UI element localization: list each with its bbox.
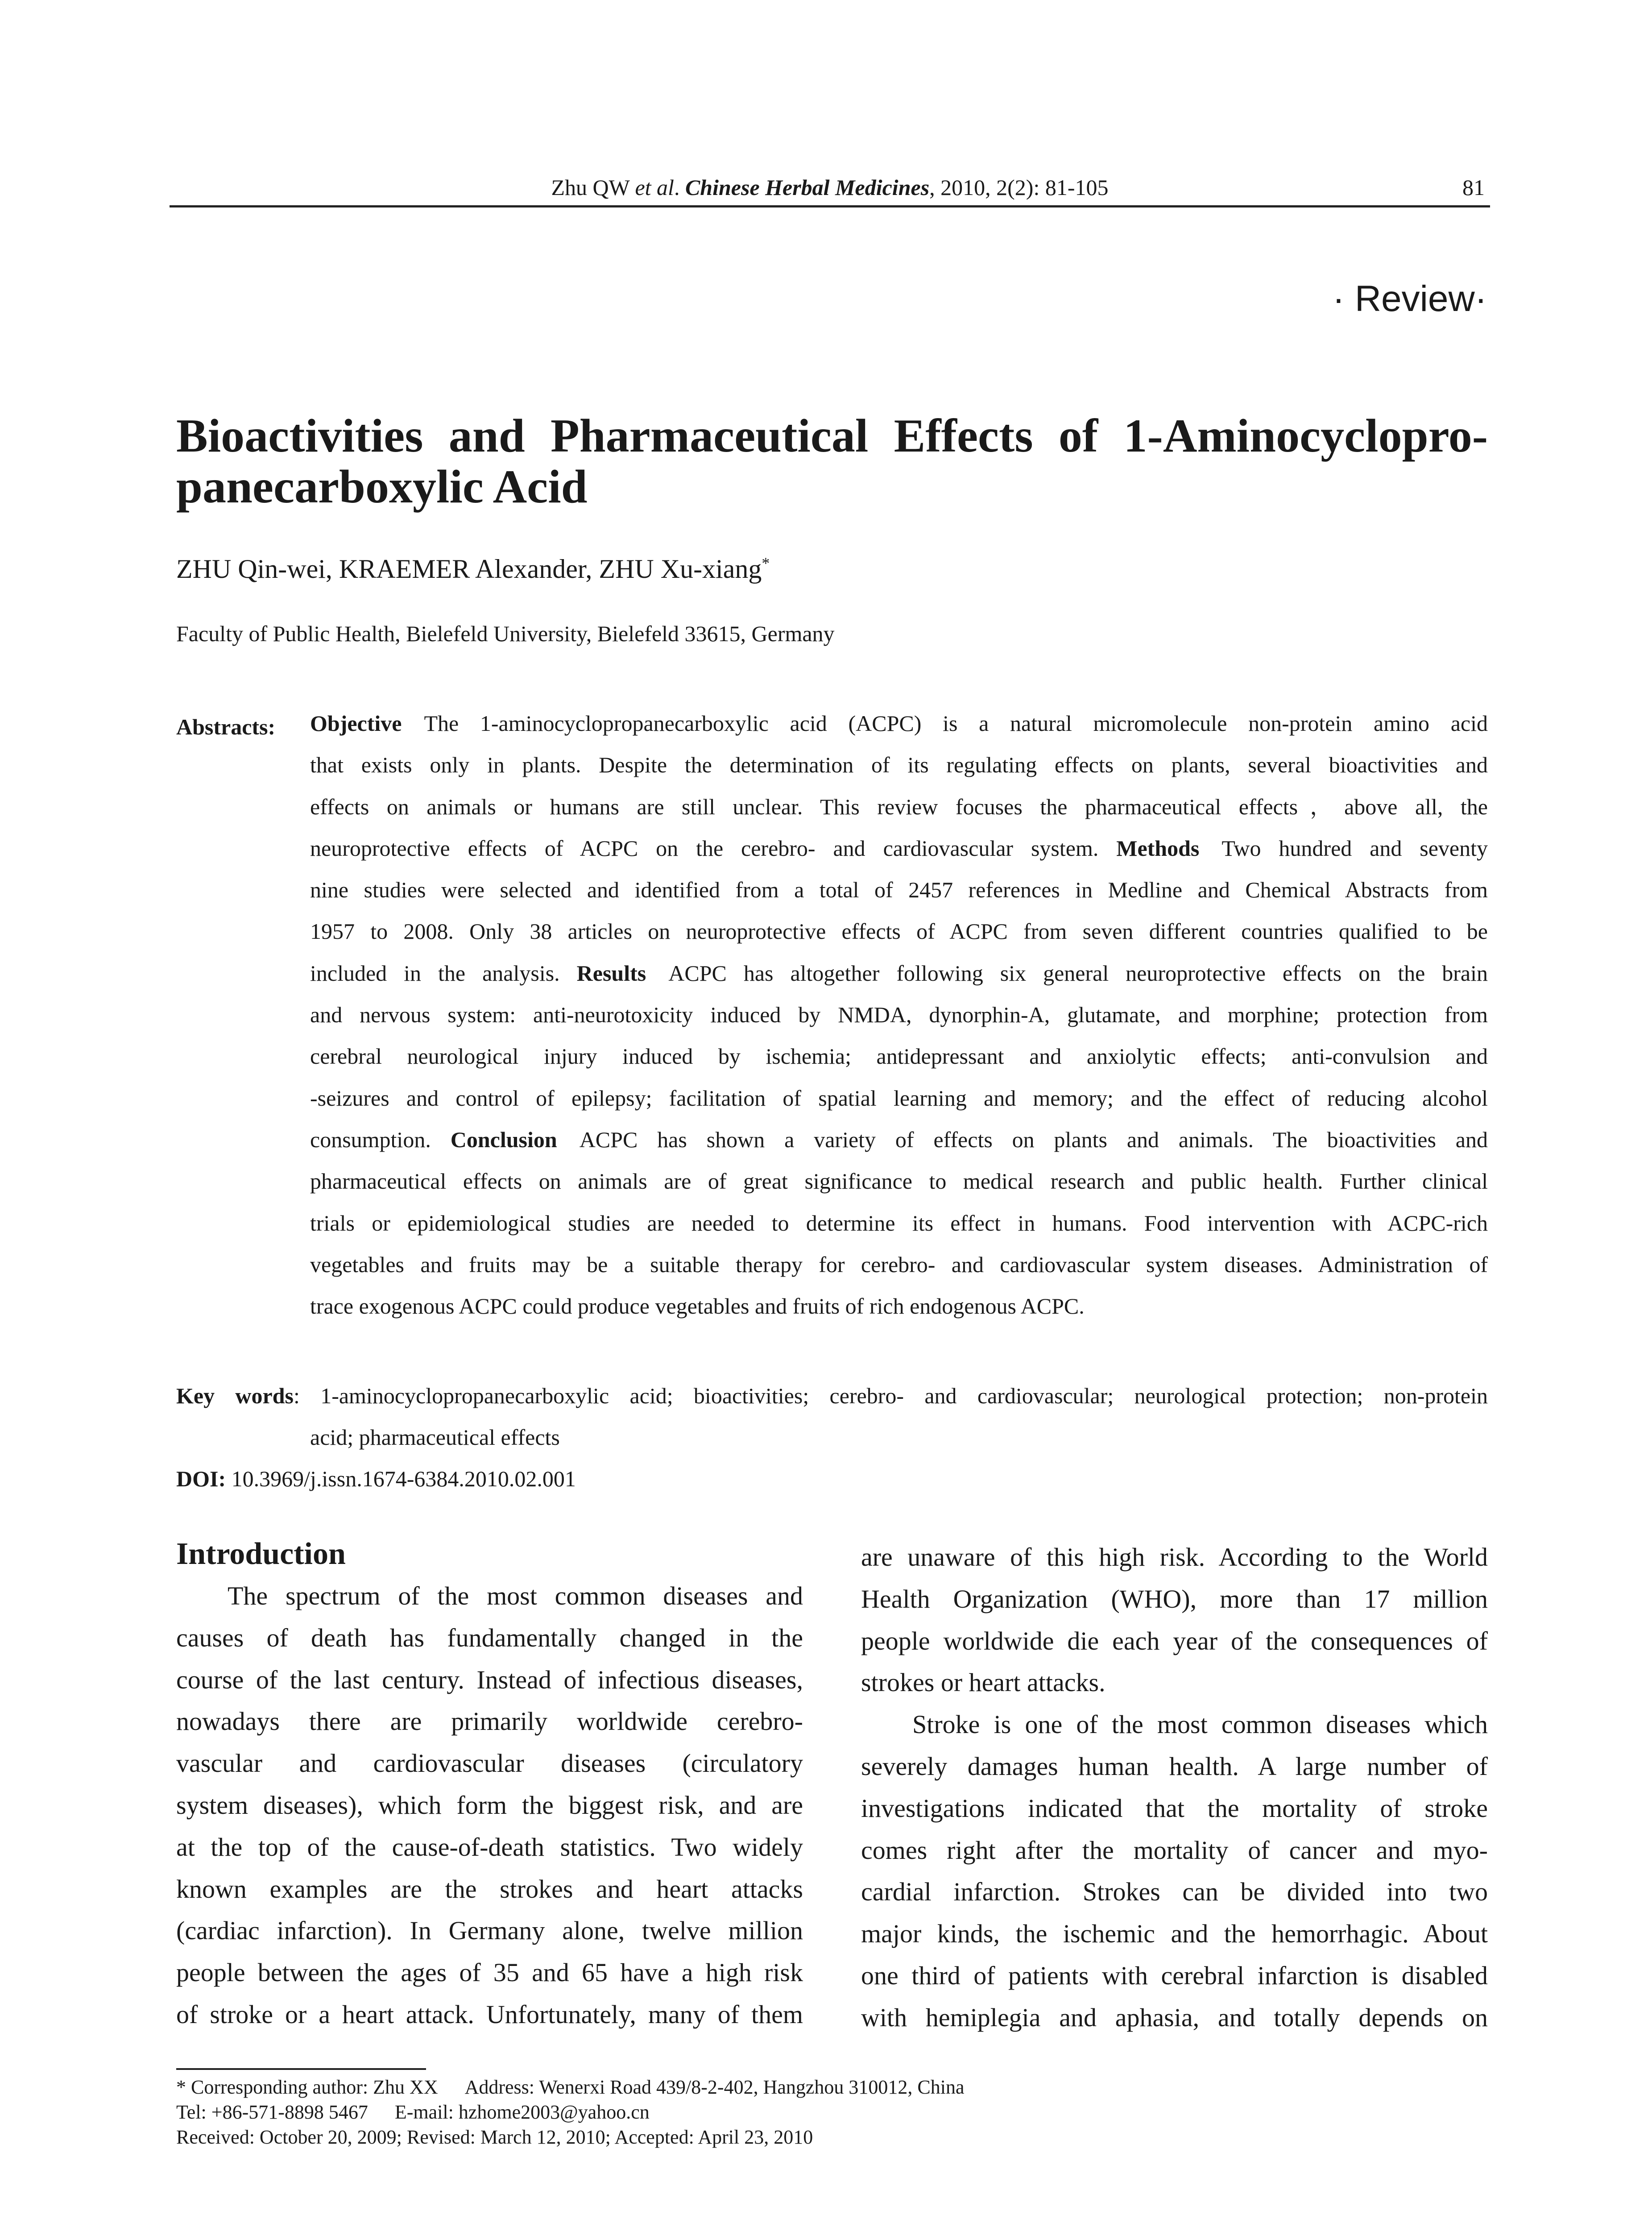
keywords-line-1: 1-aminocyclopropanecarboxylic acid; bioactivities; cerebro- and cardiovascular; neurological protection; non-protein xyxy=(320,1383,1488,1408)
abstract-line: included in the analysis. Results ACPC has altogether following six general neuroprotective effects on the brain xyxy=(310,960,1488,986)
body-line: course of the last century. Instead of infectious diseases, xyxy=(176,1665,803,1694)
body-line: investigations indicated that the mortality of stroke xyxy=(861,1793,1488,1823)
body-line: The spectrum of the most common diseases and xyxy=(228,1581,803,1610)
abstract-line: cerebral neurological injury induced by ischemia; antidepressant and anxiolytic effects; anti-convulsion and xyxy=(310,1044,1488,1069)
body-line: one third of patients with cerebral infarction is disabled xyxy=(861,1961,1488,1990)
body-line: vascular and cardiovascular diseases (circulatory xyxy=(176,1749,803,1778)
abstract-line: and nervous system: anti-neurotoxicity induced by NMDA, dynorphin-A, glutamate, and morphine; protection from xyxy=(310,1002,1488,1028)
body-column-left xyxy=(176,1575,803,2036)
body-line: Health Organization (WHO), more than 17 million xyxy=(861,1584,1488,1613)
body-line: at the top of the cause-of-death statistics. Two widely xyxy=(176,1832,803,1862)
conclusion-label: Conclusion xyxy=(450,1127,557,1152)
abstract-line: 1957 to 2008. Only 38 articles on neuroprotective effects of ACPC from seven different countries qualified to be xyxy=(310,919,1488,944)
keywords-label: Key words xyxy=(176,1383,294,1408)
doi-label: DOI: xyxy=(176,1466,226,1491)
keywords-line-2: acid; pharmaceutical effects xyxy=(310,1425,560,1450)
body-line: Stroke is one of the most common diseases which xyxy=(912,1710,1488,1739)
page-number: 81 xyxy=(1462,175,1485,200)
abstract-line: Objective The 1-aminocyclopropanecarboxylic acid (ACPC) is a natural micromolecule non-protein amino acid xyxy=(310,711,1488,736)
abstract-line: vegetables and fruits may be a suitable therapy for cerebro- and cardiovascular system diseases. Administration of xyxy=(310,1252,1488,1277)
abstract-line: trials or epidemiological studies are needed to determine its effect in humans. Food intervention with ACPC-rich xyxy=(310,1210,1488,1236)
footnotes xyxy=(176,2075,965,2150)
body-line: cardial infarction. Strokes can be divided into two xyxy=(861,1877,1488,1907)
header-citation: Zhu QW et al. Chinese Herbal Medicines, 2010, 2(2): 81-105 xyxy=(551,175,1109,200)
abstract-body xyxy=(310,703,1488,1327)
doi-value: 10.3969/j.issn.1674-6384.2010.02.001 xyxy=(226,1466,576,1491)
abstract-line: that exists only in plants. Despite the determination of its regulating effects on plants, several bioactivities and xyxy=(310,752,1488,778)
doi xyxy=(176,1458,576,1500)
running-header xyxy=(170,174,1490,207)
footnote-dates: Received: October 20, 2009; Revised: March 12, 2010; Accepted: April 23, 2010 xyxy=(176,2126,813,2148)
section-label: · Review· xyxy=(1332,278,1487,319)
body-line: people worldwide die each year of the consequences of xyxy=(861,1626,1488,1655)
body-line: system diseases), which form the biggest risk, and are xyxy=(176,1790,803,1820)
results-label: Results xyxy=(576,960,646,986)
article-title xyxy=(176,411,1488,512)
body-line: major kinds, the ischemic and the hemorrhagic. About xyxy=(861,1919,1488,1949)
abstract-line: nine studies were selected and identified from a total of 2457 references in Medline and Chemical Abstracts from xyxy=(310,877,1488,903)
body-line: nowadays there are primarily worldwide cerebro- xyxy=(176,1707,803,1736)
corresponding-author-mark: * xyxy=(762,554,770,572)
body-line: with hemiplegia and aphasia, and totally depends on xyxy=(861,2003,1488,2032)
footnote-address: Address: Wenerxi Road 439/8-2-402, Hangzhou 310012, China xyxy=(464,2076,965,2098)
author-list: ZHU Qin-wei, KRAEMER Alexander, ZHU Xu-xiang* xyxy=(176,554,770,584)
footnote-email: E-mail: hzhome2003@yahoo.cn xyxy=(394,2101,650,2123)
abstract-line: neuroprotective effects of ACPC on the cerebro- and cardiovascular system. Methods Two hundred and seventy xyxy=(310,835,1488,861)
affiliation: Faculty of Public Health, Bielefeld University, Bielefeld 33615, Germany xyxy=(176,621,835,646)
body-line: people between the ages of 35 and 65 have a high risk xyxy=(176,1958,803,1987)
abstract-line: consumption. Conclusion ACPC has shown a variety of effects on plants and animals. The bioactivities and xyxy=(310,1127,1488,1152)
body-line: are unaware of this high risk. According to the World xyxy=(861,1543,1488,1572)
footnote-corresponding: * Corresponding author: Zhu XX xyxy=(176,2076,438,2098)
abstract-line: effects on animals or humans are still unclear. This review focuses the pharmaceutical effects，above all, the xyxy=(310,794,1488,819)
abstract-line: pharmaceutical effects on animals are of great significance to medical research and public health. Further clinical xyxy=(310,1169,1488,1194)
abstract-line: -seizures and control of epilepsy; facilitation of spatial learning and memory; and the effect of reducing alcohol xyxy=(310,1085,1488,1111)
title-line-1: Bioactivities and Pharmaceutical Effects of 1-Aminocyclopro- xyxy=(176,410,1488,462)
objective-label: Objective xyxy=(310,711,402,736)
footnote-tel: Tel: +86-571-8898 5467 xyxy=(176,2101,368,2123)
introduction-heading: Introduction xyxy=(176,1537,346,1571)
body-line: (cardiac infarction). In Germany alone, twelve million xyxy=(176,1916,803,1945)
body-line: known examples are the strokes and heart attacks xyxy=(176,1874,803,1903)
body-line: comes right after the mortality of cancer and myo- xyxy=(861,1835,1488,1865)
abstract-line: trace exogenous ACPC could produce vegetables and fruits of rich endogenous ACPC. xyxy=(310,1294,1085,1319)
title-line-2: panecarboxylic Acid xyxy=(176,460,588,513)
body-line: of stroke or a heart attack. Unfortunately, many of them xyxy=(176,1999,803,2029)
body-line: causes of death has fundamentally changed in the xyxy=(176,1623,803,1652)
body-column-right xyxy=(861,1536,1488,2039)
keywords: Key words: 1-aminocyclopropanecarboxylic acid; bioactivities; cerebro- and cardiovascular; neurological protection; non-protein acid; pharmaceutical effects xyxy=(176,1375,1488,1458)
methods-label: Methods xyxy=(1116,835,1200,861)
footnote-divider xyxy=(176,2068,426,2070)
abstract-label: Abstracts: xyxy=(176,714,276,739)
body-line: strokes or heart attacks. xyxy=(861,1668,1105,1697)
body-line: severely damages human health. A large number of xyxy=(861,1751,1488,1781)
